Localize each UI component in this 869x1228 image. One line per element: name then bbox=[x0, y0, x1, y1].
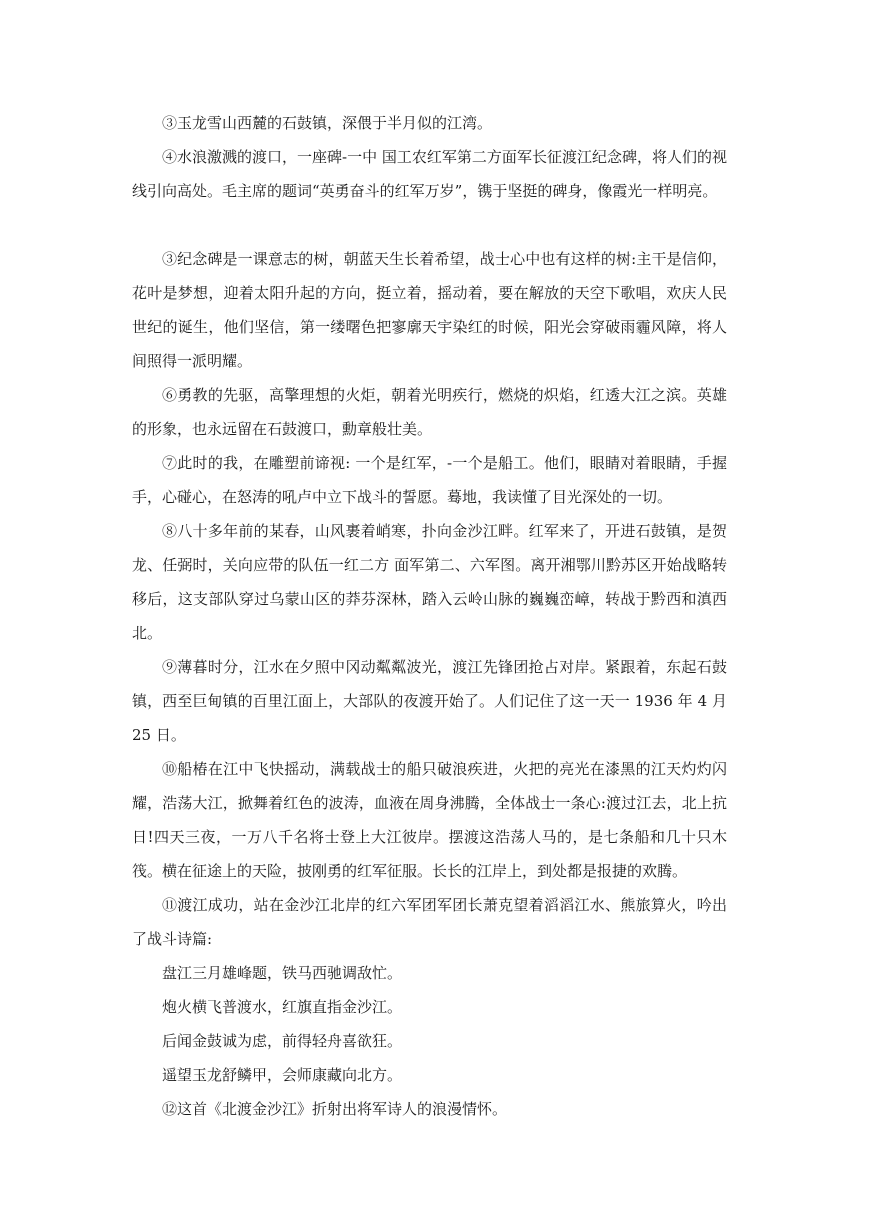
poem-line-1: 盘江三月雄峰题，铁马西驰调敌忙。 bbox=[162, 964, 403, 982]
paragraph-3b: ③纪念碑是一课意志的树，朝蓝天生长着希望，战士心中也有这样的树:主干是信仰，花叶是梦想，迎着太阳升起的方向，挺立着，摇动着，要在解放的天空下歌唱，欢庆人民世纪的诞生，他们坚信，第一缕曙色把寥廓天宇染红的时候，阳光会穿破雨霾风障，将人间照得一派明耀。 bbox=[132, 250, 727, 370]
paragraph-11: ⑪渡江成功，站在金沙江北岸的红六军团军团长萧克望着滔滔江水、熊旅算火，吟出了战斗诗篇: bbox=[132, 896, 727, 948]
paragraph-7: ⑦此时的我，在雕塑前谛视: 一个是红军，-一个是船工。他们，眼睛对着眼睛，手握手，心碰心，在怒涛的吼卢中立下战斗的誓愿。蓦地，我读懂了目光深处的一切。 bbox=[132, 454, 727, 506]
paragraph-8: ⑧八十多年前的某春，山风裹着峭寒，扑向金沙江畔。红军来了，开进石鼓镇，是贺龙、任弼时，关向应带的队伍一红二方 面军第二、六军图。离开湘鄂川黔苏区开始战略转移后，这支部队穿过乌蒙山区的莽芬深林，踏入云岭山脉的巍巍峦嶂，转战于黔西和滇西北。 bbox=[132, 522, 727, 642]
poem-line-4: 遥望玉龙舒鳞甲，会师康藏向北方。 bbox=[162, 1066, 403, 1084]
poem-line-2: 炮火横飞普渡水，红旗直指金沙江。 bbox=[162, 998, 403, 1016]
paragraph-10: ⑩船椿在江中飞快摇动，满载战士的船只破浪疾进，火把的亮光在漆黑的江天灼灼闪耀，浩荡大江，掀舞着红色的波涛，血液在周身沸腾，全体战士一条心:渡过江去，北上抗日!四天三夜，一万八千名将士登上大江彼岸。摆渡这浩荡人马的，是七条船和几十只木筏。横在征途上的天险，披刚勇的红军征服。长长的江岸上，到处都是报捷的欢腾。 bbox=[132, 760, 727, 880]
poem-line-3: 后闻金鼓诚为虑，前得轻舟喜欲狂。 bbox=[162, 1032, 403, 1050]
paragraph-4: ④水浪激溅的渡口，一座碑-一中 国工农红军第二方面军长征渡江纪念碑，将人们的视线引向高处。毛主席的题词“英勇奋斗的红军万岁”，镌于坚挺的碑身，像霞光一样明亮。 bbox=[132, 148, 727, 200]
paragraph-6: ⑥勇教的先驱，高擎理想的火炬，朝着光明疾行，燃烧的炽焰，红透大江之滨。英雄的形象，也永远留在石鼓渡口，勳章般壮美。 bbox=[132, 386, 727, 438]
paragraph-12: ⑫这首《北渡金沙江》折射出将军诗人的浪漫情怀。 bbox=[162, 1100, 508, 1118]
paragraph-3a: ③玉龙雪山西麓的石鼓镇，深偎于半月似的江湾。 bbox=[162, 114, 493, 132]
paragraph-9: ⑨薄暮时分，江水在夕照中冈动粼粼波光，渡江先锋团抢占对岸。紧跟着，东起石鼓镇，西至巨甸镇的百里江面上，大部队的夜渡开始了。人们记住了这一天一 1936 年 4 月 25 日。 bbox=[132, 658, 727, 744]
